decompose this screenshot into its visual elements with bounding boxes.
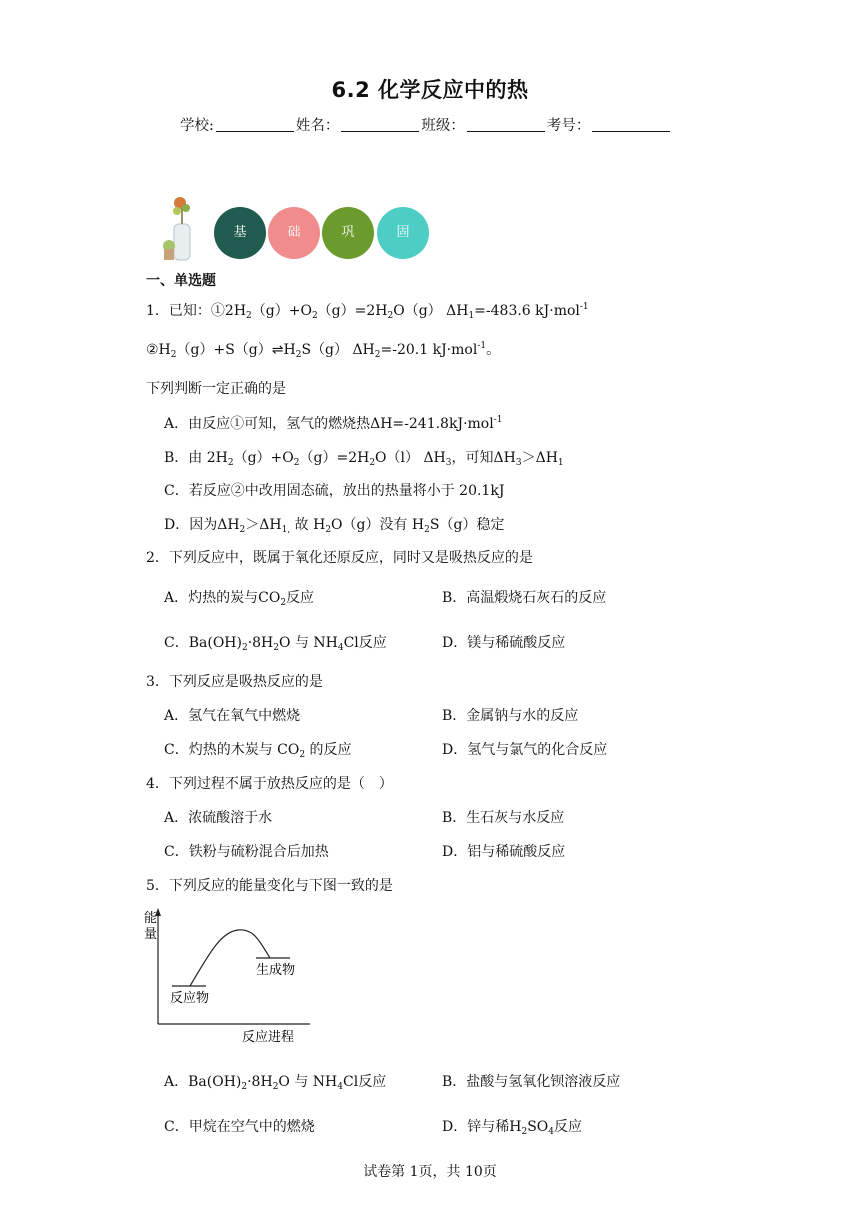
q2-option-a-text: A．灼热的炭与: [164, 590, 259, 606]
reactant-label: 反应物: [170, 991, 210, 1006]
badge-gu: [377, 207, 429, 259]
q3-option-d-text: D．氢气与氯气的化合反应: [442, 742, 608, 758]
q1-text: =-20.1 kJ·mol: [380, 342, 478, 358]
q5-option-a-text: 反应: [358, 1074, 387, 1090]
school-label: 学校:: [180, 118, 214, 134]
q1-text: （g）+O: [251, 303, 312, 319]
badge-gu-label: 固: [396, 225, 410, 240]
q3-option-b[interactable]: [442, 705, 578, 725]
page-footer: 试卷第 1页，共 10页: [363, 1164, 497, 1180]
q4-option-b[interactable]: [442, 807, 564, 827]
q1-option-a[interactable]: A．由反应①可知，氢气的燃烧热ΔH=-241.8kJ·mol$^{-1}$: [164, 415, 503, 432]
q1-option-b-text: ＞ΔH: [521, 450, 558, 466]
q1-text: 1．已知：①2H: [146, 303, 247, 319]
badge-ji-label: 基: [233, 225, 247, 240]
badge-chu-label: 础: [287, 225, 301, 240]
q2-option-d-text: D．镁与稀硫酸反应: [442, 635, 566, 651]
exam-no-label: 考号：: [546, 118, 591, 134]
q1-text: =-483.6 kJ·mol: [474, 303, 580, 319]
energy-diagram: [144, 906, 320, 1046]
q5-option-c[interactable]: [164, 1116, 315, 1136]
q4-option-a-text: A．浓硫酸溶于水: [164, 810, 273, 826]
exam-no-blank: [592, 117, 670, 132]
q2-option-a-text: 反应: [286, 590, 315, 606]
plant-vase-icon: [160, 194, 202, 262]
q1-option-a-text: A．由反应①可知，氢气的燃烧热ΔH=-241.8kJ·mol: [164, 416, 494, 432]
q3-option-b-text: B．金属钠与水的反应: [442, 708, 579, 724]
section-heading: 一、单选题: [146, 273, 216, 289]
class-blank: [467, 117, 545, 132]
q1-text: S（g） ΔH: [301, 342, 375, 358]
q5-option-a-text: A．: [164, 1074, 189, 1090]
q1-option-b-text: ，可知ΔH: [451, 450, 516, 466]
q4-option-d[interactable]: [442, 841, 565, 861]
q1-option-b-text: （g）+O: [233, 450, 294, 466]
q1-option-d-text: ＞ΔH: [245, 517, 282, 533]
q5-stem: 5．下列反应的能量变化与下图一致的是: [146, 878, 393, 894]
q1-text: （g）+S（g）: [176, 342, 272, 358]
q2-option-c-text: 反应: [358, 635, 387, 651]
q1-option-b-text: （g）=2H: [299, 450, 370, 466]
q4-option-a[interactable]: [164, 807, 272, 827]
q1-option-d-text: O（g）没有 H: [331, 517, 425, 533]
q3-option-c[interactable]: C．灼热的木炭与 $CO_2$ 的反应: [164, 742, 352, 760]
q4-option-c-text: C．铁粉与硫粉混合后加热: [164, 844, 329, 860]
x-axis-label: 反应进程: [242, 1030, 295, 1045]
q1-option-c-text: C．若反应②中改用固态硫，放出的热量将小于 20.1kJ: [164, 483, 505, 499]
equilibrium-arrow-icon: ⇌: [271, 342, 284, 358]
q4-option-d-text: D．铝与稀硫酸反应: [442, 844, 566, 860]
q1-line1: 1．已知：$①2H_2(g)+O_2(g)=2H_2O(g)$ $\Delta H_1=-483.6$ kJ·mol$^{-1}$: [146, 302, 589, 321]
q1-option-c[interactable]: [164, 480, 504, 500]
q1-text: 。: [486, 342, 501, 358]
q3-option-a[interactable]: [164, 705, 300, 725]
q3-option-a-text: A．氢气在氧气中燃烧: [164, 708, 301, 724]
q1-option-d-text: S（g）稳定: [429, 517, 505, 533]
q2-option-d[interactable]: [442, 632, 565, 652]
q1-stem: 下列判断一定正确的是: [146, 381, 286, 397]
y-axis-label-2: 量: [144, 927, 158, 942]
q2-option-b[interactable]: [442, 587, 606, 607]
q1-option-b-text: O（l） ΔH: [375, 450, 446, 466]
class-label: 班级：: [421, 118, 465, 134]
q1-text: ②H: [146, 342, 171, 358]
q3-stem: 3．下列反应是吸热反应的是: [146, 674, 323, 690]
q1-text: O（g） ΔH: [393, 303, 469, 319]
name-label: 姓名：: [295, 118, 340, 134]
y-axis-label-1: 能: [144, 911, 158, 926]
q1-text: （g）=2H: [317, 303, 388, 319]
q2-option-c-text: C．: [164, 635, 189, 651]
name-blank: [341, 117, 419, 132]
q5-option-d-text: 反应: [554, 1119, 582, 1135]
badge-gong-label: 巩: [341, 225, 355, 240]
q2-option-b-text: B．高温煅烧石灰石的反应: [442, 590, 607, 606]
q3-option-d[interactable]: [442, 739, 607, 759]
school-blank: [216, 117, 294, 132]
student-info-line: [180, 114, 672, 135]
badge-chu: [268, 207, 320, 259]
q5-option-b-text: B．盐酸与氢氧化钡溶液反应: [442, 1074, 621, 1090]
badge-ji: [214, 207, 266, 259]
q5-option-c-text: C．甲烷在空气中的燃烧: [164, 1119, 315, 1135]
q1-option-d-text: D．因为ΔH: [164, 517, 240, 533]
q5-option-d-text: D．锌与稀: [442, 1119, 510, 1135]
q1-option-b[interactable]: B．由 $2H_2(g)+O_2(g)=2H_2O(l)$ $\Delta H_3$，可知$\Delta H_3>\Delta H_1$: [164, 450, 564, 468]
q3-option-c-text: C．灼热的木炭与 CO: [164, 742, 300, 758]
q5-option-b[interactable]: [442, 1071, 620, 1091]
q1-option-b-text: B．由 2H: [164, 450, 228, 466]
q1-option-d-text: 故 H: [290, 517, 326, 533]
page-title: 6.2 化学反应中的热: [331, 78, 529, 102]
q4-option-b-text: B．生石灰与水反应: [442, 810, 565, 826]
q1-text: H: [283, 342, 296, 358]
badge-gong: [322, 207, 374, 259]
q5-option-d[interactable]: D．锌与稀$H_2SO_4$反应: [442, 1119, 582, 1137]
q1-option-d[interactable]: D．因为$\Delta H_2>\Delta H_{1,}$ 故 $H_2O(g)$没有 $H_2S(g)$稳定: [164, 517, 505, 535]
q4-stem: 4．下列过程不属于放热反应的是（ ）: [146, 776, 393, 792]
q2-stem: 2．下列反应中，既属于氧化还原反应，同时又是吸热反应的是: [146, 550, 533, 566]
q1-line2: $②H_2(g)+S(g)\rightleftharpoons H_2S(g)$ $\Delta H_2=-20.1$ kJ·mol$^{-1}$。: [146, 341, 501, 360]
product-label: 生成物: [256, 963, 296, 978]
q2-option-c[interactable]: C．$Ba(OH)_2\cdot 8H_2O$ 与 $NH_4Cl$反应: [164, 635, 387, 653]
q2-option-a[interactable]: A．灼热的炭与$CO_2$反应: [164, 590, 315, 608]
q5-option-a[interactable]: A．$Ba(OH)_2\cdot 8H_2O$ 与 $NH_4Cl$反应: [164, 1074, 387, 1092]
q3-option-c-text: 的反应: [305, 742, 352, 758]
q4-option-c[interactable]: [164, 841, 329, 861]
